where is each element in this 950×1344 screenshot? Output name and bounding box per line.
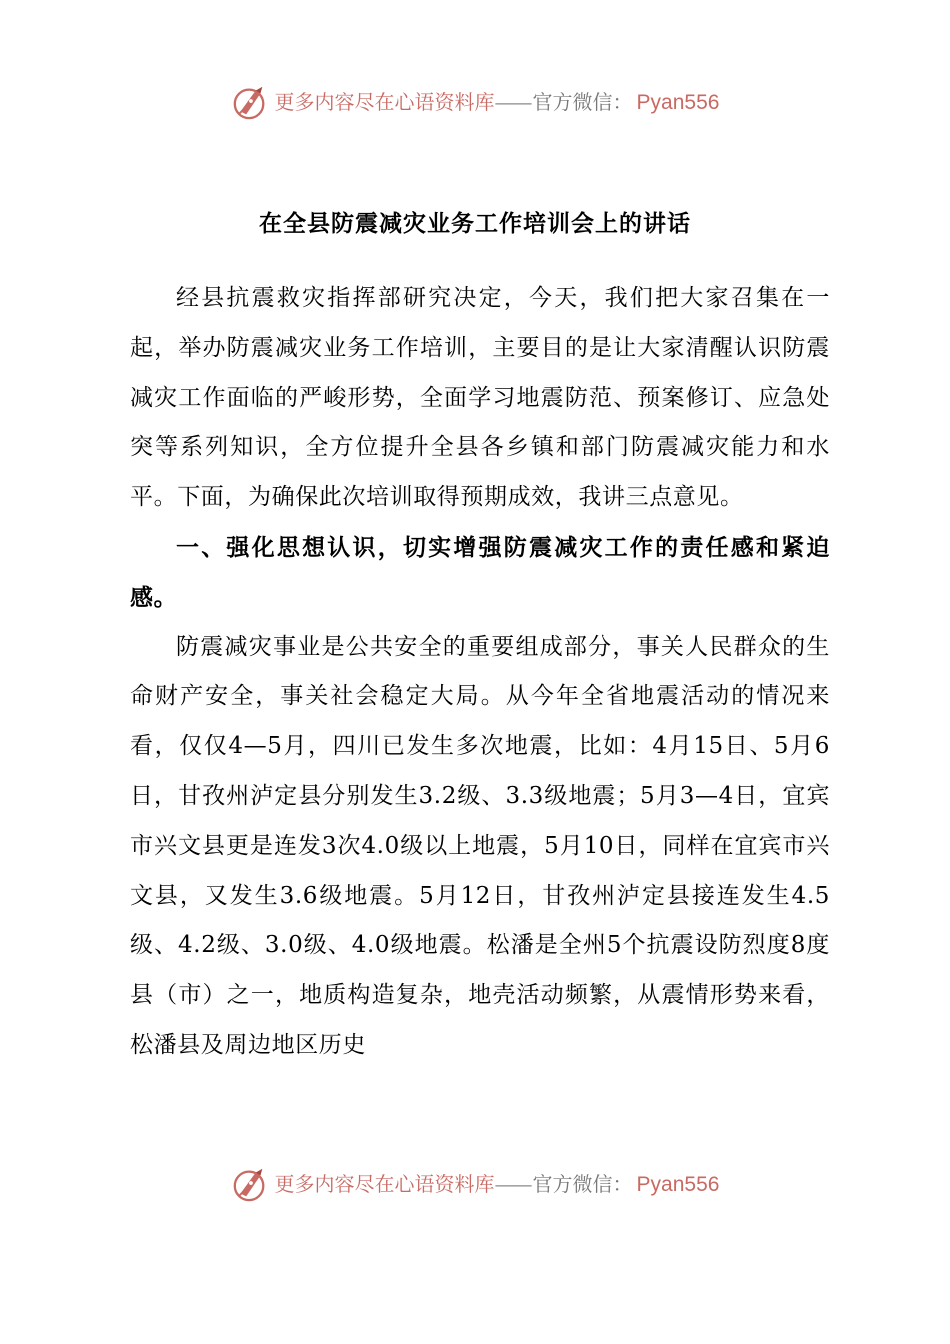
document-body — [130, 274, 830, 1071]
watermark-header — [0, 80, 950, 124]
watermark-official-label: 官方微信： — [532, 1171, 633, 1196]
watermark-footer — [0, 1162, 950, 1206]
watermark-brand: 更多内容尽在心语资料库 — [274, 89, 495, 114]
watermark-dash: —— — [494, 1171, 531, 1196]
pen-nib-logo-icon — [231, 1165, 269, 1203]
watermark-official-label: 官方微信： — [532, 89, 633, 114]
document-title: 在全县防震减灾业务工作培训会上的讲话 — [259, 210, 691, 237]
watermark-brand: 更多内容尽在心语资料库 — [274, 1171, 495, 1196]
paragraph-section-1: 防震减灾事业是公共安全的重要组成部分，事关人民群众的生命财产安全，事关社会稳定大局。从今年全省地震活动的情况来看，仅仅4—5月，四川已发生多次地震，比如：4月15日、5月6日，甘孜州泸定县分别发生3.2级、3.3级地震；5月3—4日，宜宾市兴文县更是连发3次4.0级以上地震，5月10日，同样在宜宾市兴文县，又发生3.6级地震。5月12日，甘孜州泸定县接连发生4.5级、4.2级、3.0级、4.0级地震。松潘是全州5个抗震设防烈度8度县（市）之一，地质构造复杂，地壳活动频繁，从震情形势来看，松潘县及周边地区历史 — [130, 633, 830, 1058]
watermark-dash: —— — [494, 89, 531, 114]
watermark-text — [274, 1171, 720, 1196]
section-heading-1: 一、强化思想认识，切实增强防震减灾工作的责任感和紧迫感。 — [130, 533, 830, 611]
watermark-wechat-id: Pyan556 — [636, 1172, 720, 1196]
paragraph-intro: 经县抗震救灾指挥部研究决定，今天，我们把大家召集在一起，举办防震减灾业务工作培训，主要目的是让大家清醒认识防震减灾工作面临的严峻形势，全面学习地震防范、预案修订、应急处突等系列知识，全方位提升全县各乡镇和部门防震减灾能力和水平。下面，为确保此次培训取得预期成效，我讲三点意见。 — [130, 285, 830, 511]
watermark-text — [274, 89, 720, 114]
pen-nib-logo-icon — [231, 83, 269, 121]
watermark-wechat-id: Pyan556 — [636, 90, 720, 114]
